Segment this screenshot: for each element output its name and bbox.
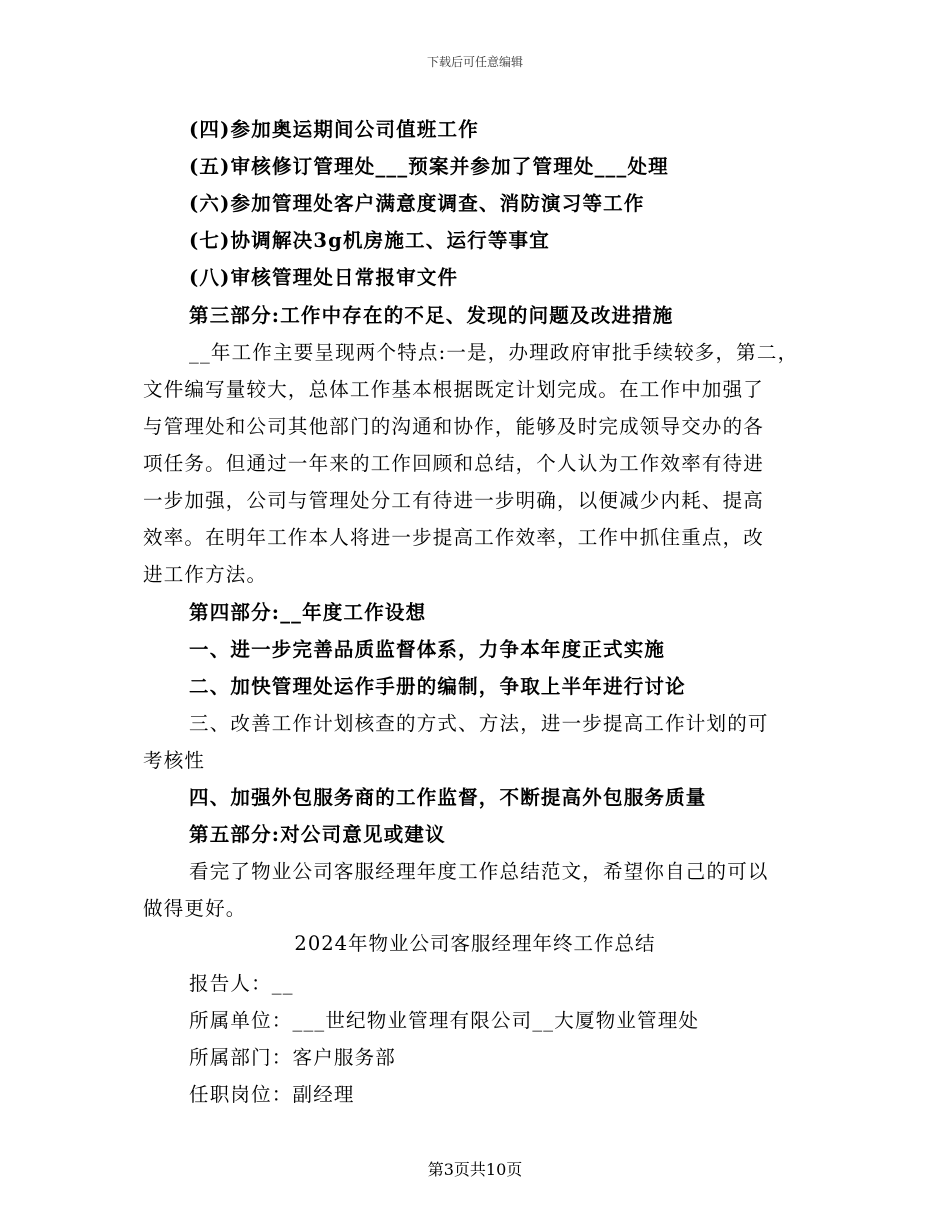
item-8: (八)审核管理处日常报审文件 [189,266,459,289]
item-7: (七)协调解决3g机房施工、运行等事宜 [189,229,550,252]
paragraph-line: 效率。在明年工作本人将进一步提高工作效率，工作中抓住重点，改 [143,526,765,549]
page-header: 下载后可任意编辑 [426,55,523,69]
reporter-field: 报告人：__ [189,972,294,995]
position-field: 任职岗位：副经理 [189,1083,355,1106]
item-5: (五)审核修订管理处___预案并参加了管理处___处理 [189,155,669,178]
closing-line: 做得更好。 [143,897,247,920]
paragraph-line: 项任务。但通过一年来的工作回顾和总结，个人认为工作效率有待进 [143,452,765,475]
item-6: (六)参加管理处客户满意度调查、消防演习等工作 [189,192,645,215]
paragraph-line: 与管理处和公司其他部门的沟通和协作，能够及时完成领导交办的各 [143,415,765,438]
page-footer: 第3页共10页 [427,1160,523,1179]
plan-item-1: 一、进一步完善品质监督体系，力争本年度正式实施 [189,638,666,661]
section-3-heading: 第三部分:工作中存在的不足、发现的问题及改进措施 [189,304,674,327]
document-title: 2024年物业公司客服经理年终工作总结 [294,932,656,955]
closing-line: 看完了物业公司客服经理年度工作总结范文，希望你自己的可以 [189,860,769,883]
plan-item-3: 三、改善工作计划核查的方式、方法，进一步提高工作计划的可 [189,712,769,735]
department-field: 所属部门：客户服务部 [189,1046,397,1069]
paragraph-line: 文件编写量较大，总体工作基本根据既定计划完成。在工作中加强了 [143,378,765,401]
paragraph-line: __年工作主要呈现两个特点:一是，办理政府审批手续较多，第二， [189,341,799,364]
plan-item-4: 四、加强外包服务商的工作监督，不断提高外包服务质量 [189,786,707,809]
plan-item-3-cont: 考核性 [143,749,206,772]
section-4-heading: 第四部分:__年度工作设想 [189,601,427,624]
paragraph-line: 一步加强，公司与管理处分工有待进一步明确，以便减少内耗、提高 [143,489,765,512]
plan-item-2: 二、加快管理处运作手册的编制，争取上半年进行讨论 [189,675,686,698]
section-5-heading: 第五部分:对公司意见或建议 [189,823,446,846]
unit-field: 所属单位：___世纪物业管理有限公司__大厦物业管理处 [189,1009,700,1032]
paragraph-line: 进工作方法。 [143,563,268,586]
item-4: (四)参加奥运期间公司值班工作 [189,118,479,141]
